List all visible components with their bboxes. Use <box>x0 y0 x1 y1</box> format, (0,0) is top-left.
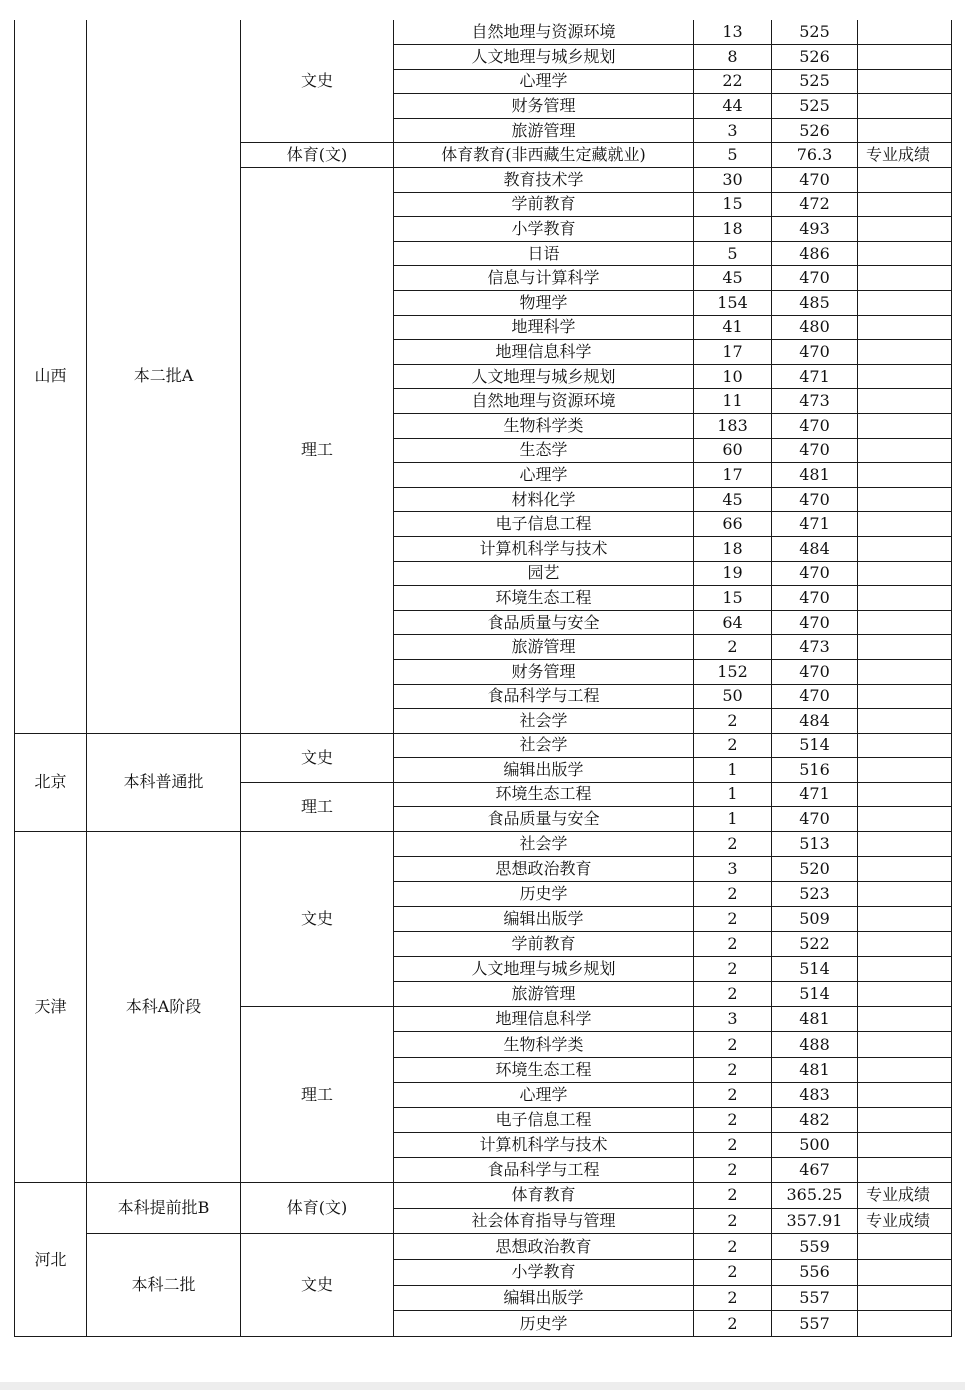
major-cell: 人文地理与城乡规划 <box>394 45 694 70</box>
note-cell: 专业成绩 <box>858 143 952 168</box>
min-score-cell: 526 <box>772 118 858 143</box>
note-cell <box>858 635 952 660</box>
major-cell: 电子信息工程 <box>394 1107 694 1132</box>
major-cell: 心理学 <box>394 463 694 488</box>
min-score-cell: 525 <box>772 20 858 45</box>
major-cell: 食品科学与工程 <box>394 1157 694 1182</box>
major-cell: 食品科学与工程 <box>394 684 694 709</box>
category-cell: 文史 <box>241 20 394 143</box>
category-cell: 理工 <box>241 1007 394 1183</box>
major-cell: 园艺 <box>394 561 694 586</box>
note-cell <box>858 982 952 1007</box>
note-cell <box>858 291 952 316</box>
plan-count-cell: 5 <box>694 143 772 168</box>
min-score-cell: 500 <box>772 1132 858 1157</box>
table-row <box>15 1234 952 1260</box>
category-cell: 体育(文) <box>241 143 394 168</box>
plan-count-cell: 22 <box>694 69 772 94</box>
major-cell: 人文地理与城乡规划 <box>394 364 694 389</box>
province-cell: 北京 <box>15 733 87 831</box>
note-cell <box>858 610 952 635</box>
major-cell: 思想政治教育 <box>394 856 694 881</box>
note-cell <box>858 1132 952 1157</box>
min-score-cell: 523 <box>772 881 858 906</box>
plan-count-cell: 2 <box>694 1183 772 1209</box>
min-score-cell: 467 <box>772 1157 858 1182</box>
plan-count-cell: 2 <box>694 635 772 660</box>
plan-count-cell: 2 <box>694 1107 772 1132</box>
plan-count-cell: 2 <box>694 982 772 1007</box>
min-score-cell: 470 <box>772 487 858 512</box>
plan-count-cell: 2 <box>694 1032 772 1057</box>
note-cell <box>858 1107 952 1132</box>
min-score-cell: 473 <box>772 389 858 414</box>
min-score-cell: 493 <box>772 217 858 242</box>
note-cell <box>858 118 952 143</box>
note-cell <box>858 856 952 881</box>
note-cell <box>858 1082 952 1107</box>
min-score-cell: 486 <box>772 241 858 266</box>
note-cell <box>858 512 952 537</box>
min-score-cell: 470 <box>772 266 858 291</box>
plan-count-cell: 2 <box>694 1234 772 1260</box>
major-cell: 学前教育 <box>394 932 694 957</box>
plan-count-cell: 1 <box>694 807 772 832</box>
note-cell <box>858 340 952 365</box>
min-score-cell: 76.3 <box>772 143 858 168</box>
major-cell: 电子信息工程 <box>394 512 694 537</box>
note-cell <box>858 561 952 586</box>
major-cell: 思想政治教育 <box>394 1234 694 1260</box>
bottom-scroll-band <box>0 1382 965 1390</box>
min-score-cell: 481 <box>772 463 858 488</box>
plan-count-cell: 44 <box>694 94 772 119</box>
min-score-cell: 556 <box>772 1260 858 1286</box>
note-cell: 专业成绩 <box>858 1208 952 1234</box>
min-score-cell: 525 <box>772 94 858 119</box>
min-score-cell: 471 <box>772 512 858 537</box>
plan-count-cell: 2 <box>694 957 772 982</box>
min-score-cell: 484 <box>772 709 858 734</box>
plan-count-cell: 45 <box>694 266 772 291</box>
note-cell <box>858 1032 952 1057</box>
min-score-cell: 525 <box>772 69 858 94</box>
major-cell: 旅游管理 <box>394 118 694 143</box>
note-cell <box>858 315 952 340</box>
plan-count-cell: 1 <box>694 782 772 807</box>
table-body <box>15 20 952 1337</box>
major-cell: 财务管理 <box>394 659 694 684</box>
min-score-cell: 526 <box>772 45 858 70</box>
category-cell: 理工 <box>241 782 394 831</box>
plan-count-cell: 2 <box>694 709 772 734</box>
note-cell <box>858 881 952 906</box>
major-cell: 环境生态工程 <box>394 1057 694 1082</box>
note-cell <box>858 831 952 856</box>
note-cell <box>858 168 952 193</box>
category-cell: 文史 <box>241 831 394 1007</box>
major-cell: 人文地理与城乡规划 <box>394 957 694 982</box>
min-score-cell: 557 <box>772 1311 858 1337</box>
plan-count-cell: 17 <box>694 463 772 488</box>
min-score-cell: 484 <box>772 536 858 561</box>
min-score-cell: 513 <box>772 831 858 856</box>
note-cell <box>858 487 952 512</box>
note-cell <box>858 1285 952 1311</box>
plan-count-cell: 2 <box>694 932 772 957</box>
major-cell: 心理学 <box>394 69 694 94</box>
min-score-cell: 559 <box>772 1234 858 1260</box>
batch-cell: 本二批A <box>87 20 241 733</box>
min-score-cell: 471 <box>772 782 858 807</box>
note-cell <box>858 536 952 561</box>
note-cell <box>858 1057 952 1082</box>
major-cell: 生物科学类 <box>394 1032 694 1057</box>
major-cell: 计算机科学与技术 <box>394 536 694 561</box>
note-cell <box>858 1157 952 1182</box>
major-cell: 环境生态工程 <box>394 586 694 611</box>
note-cell <box>858 463 952 488</box>
plan-count-cell: 2 <box>694 831 772 856</box>
table-row <box>15 1183 952 1209</box>
note-cell <box>858 709 952 734</box>
min-score-cell: 481 <box>772 1057 858 1082</box>
plan-count-cell: 183 <box>694 414 772 439</box>
note-cell <box>858 807 952 832</box>
min-score-cell: 488 <box>772 1032 858 1057</box>
min-score-cell: 472 <box>772 192 858 217</box>
admission-score-table <box>14 20 952 1337</box>
note-cell <box>858 364 952 389</box>
min-score-cell: 470 <box>772 659 858 684</box>
plan-count-cell: 13 <box>694 20 772 45</box>
province-cell: 山西 <box>15 20 87 733</box>
major-cell: 旅游管理 <box>394 635 694 660</box>
note-cell <box>858 20 952 45</box>
note-cell <box>858 733 952 758</box>
min-score-cell: 522 <box>772 932 858 957</box>
min-score-cell: 514 <box>772 733 858 758</box>
major-cell: 食品质量与安全 <box>394 610 694 635</box>
plan-count-cell: 2 <box>694 1208 772 1234</box>
major-cell: 物理学 <box>394 291 694 316</box>
note-cell <box>858 1260 952 1286</box>
plan-count-cell: 41 <box>694 315 772 340</box>
min-score-cell: 470 <box>772 610 858 635</box>
plan-count-cell: 64 <box>694 610 772 635</box>
note-cell <box>858 94 952 119</box>
major-cell: 生态学 <box>394 438 694 463</box>
table-row <box>15 733 952 758</box>
min-score-cell: 509 <box>772 907 858 932</box>
major-cell: 社会学 <box>394 733 694 758</box>
note-cell <box>858 266 952 291</box>
major-cell: 历史学 <box>394 881 694 906</box>
major-cell: 编辑出版学 <box>394 1285 694 1311</box>
category-cell: 理工 <box>241 168 394 734</box>
table-row <box>15 831 952 856</box>
major-cell: 历史学 <box>394 1311 694 1337</box>
major-cell: 生物科学类 <box>394 414 694 439</box>
plan-count-cell: 152 <box>694 659 772 684</box>
note-cell <box>858 1007 952 1032</box>
plan-count-cell: 2 <box>694 1082 772 1107</box>
plan-count-cell: 154 <box>694 291 772 316</box>
major-cell: 社会学 <box>394 709 694 734</box>
min-score-cell: 470 <box>772 586 858 611</box>
min-score-cell: 557 <box>772 1285 858 1311</box>
major-cell: 食品质量与安全 <box>394 807 694 832</box>
plan-count-cell: 2 <box>694 1057 772 1082</box>
plan-count-cell: 18 <box>694 217 772 242</box>
note-cell <box>858 69 952 94</box>
major-cell: 教育技术学 <box>394 168 694 193</box>
plan-count-cell: 45 <box>694 487 772 512</box>
min-score-cell: 470 <box>772 168 858 193</box>
plan-count-cell: 3 <box>694 1007 772 1032</box>
note-cell <box>858 1234 952 1260</box>
major-cell: 小学教育 <box>394 217 694 242</box>
major-cell: 地理信息科学 <box>394 340 694 365</box>
min-score-cell: 470 <box>772 807 858 832</box>
major-cell: 编辑出版学 <box>394 907 694 932</box>
note-cell <box>858 586 952 611</box>
major-cell: 日语 <box>394 241 694 266</box>
major-cell: 编辑出版学 <box>394 758 694 783</box>
note-cell <box>858 438 952 463</box>
min-score-cell: 473 <box>772 635 858 660</box>
min-score-cell: 482 <box>772 1107 858 1132</box>
plan-count-cell: 19 <box>694 561 772 586</box>
note-cell <box>858 389 952 414</box>
batch-cell: 本科A阶段 <box>87 831 241 1182</box>
plan-count-cell: 2 <box>694 1132 772 1157</box>
plan-count-cell: 15 <box>694 586 772 611</box>
plan-count-cell: 66 <box>694 512 772 537</box>
major-cell: 体育教育(非西藏生定藏就业) <box>394 143 694 168</box>
note-cell <box>858 241 952 266</box>
min-score-cell: 514 <box>772 957 858 982</box>
min-score-cell: 481 <box>772 1007 858 1032</box>
batch-cell: 本科二批 <box>87 1234 241 1337</box>
min-score-cell: 357.91 <box>772 1208 858 1234</box>
plan-count-cell: 3 <box>694 118 772 143</box>
min-score-cell: 520 <box>772 856 858 881</box>
plan-count-cell: 2 <box>694 733 772 758</box>
plan-count-cell: 17 <box>694 340 772 365</box>
plan-count-cell: 11 <box>694 389 772 414</box>
min-score-cell: 470 <box>772 438 858 463</box>
note-cell <box>858 217 952 242</box>
plan-count-cell: 15 <box>694 192 772 217</box>
min-score-cell: 471 <box>772 364 858 389</box>
plan-count-cell: 8 <box>694 45 772 70</box>
min-score-cell: 470 <box>772 684 858 709</box>
major-cell: 小学教育 <box>394 1260 694 1286</box>
min-score-cell: 480 <box>772 315 858 340</box>
plan-count-cell: 1 <box>694 758 772 783</box>
note-cell <box>858 932 952 957</box>
min-score-cell: 516 <box>772 758 858 783</box>
plan-count-cell: 2 <box>694 1260 772 1286</box>
plan-count-cell: 2 <box>694 1285 772 1311</box>
note-cell <box>858 414 952 439</box>
major-cell: 社会体育指导与管理 <box>394 1208 694 1234</box>
plan-count-cell: 18 <box>694 536 772 561</box>
plan-count-cell: 3 <box>694 856 772 881</box>
major-cell: 学前教育 <box>394 192 694 217</box>
plan-count-cell: 2 <box>694 1311 772 1337</box>
min-score-cell: 365.25 <box>772 1183 858 1209</box>
major-cell: 信息与计算科学 <box>394 266 694 291</box>
min-score-cell: 470 <box>772 414 858 439</box>
min-score-cell: 470 <box>772 340 858 365</box>
major-cell: 自然地理与资源环境 <box>394 20 694 45</box>
major-cell: 社会学 <box>394 831 694 856</box>
table-row <box>15 20 952 45</box>
note-cell <box>858 684 952 709</box>
note-cell: 专业成绩 <box>858 1183 952 1209</box>
plan-count-cell: 30 <box>694 168 772 193</box>
note-cell <box>858 758 952 783</box>
batch-cell: 本科普通批 <box>87 733 241 831</box>
plan-count-cell: 60 <box>694 438 772 463</box>
plan-count-cell: 2 <box>694 907 772 932</box>
min-score-cell: 483 <box>772 1082 858 1107</box>
major-cell: 自然地理与资源环境 <box>394 389 694 414</box>
category-cell: 文史 <box>241 733 394 782</box>
note-cell <box>858 659 952 684</box>
major-cell: 体育教育 <box>394 1183 694 1209</box>
plan-count-cell: 5 <box>694 241 772 266</box>
major-cell: 材料化学 <box>394 487 694 512</box>
category-cell: 体育(文) <box>241 1183 394 1234</box>
min-score-cell: 470 <box>772 561 858 586</box>
plan-count-cell: 2 <box>694 881 772 906</box>
major-cell: 旅游管理 <box>394 982 694 1007</box>
major-cell: 环境生态工程 <box>394 782 694 807</box>
major-cell: 地理信息科学 <box>394 1007 694 1032</box>
plan-count-cell: 10 <box>694 364 772 389</box>
batch-cell: 本科提前批B <box>87 1183 241 1234</box>
plan-count-cell: 2 <box>694 1157 772 1182</box>
category-cell: 文史 <box>241 1234 394 1337</box>
note-cell <box>858 907 952 932</box>
plan-count-cell: 50 <box>694 684 772 709</box>
province-cell: 天津 <box>15 831 87 1182</box>
note-cell <box>858 192 952 217</box>
min-score-cell: 514 <box>772 982 858 1007</box>
major-cell: 地理科学 <box>394 315 694 340</box>
province-cell: 河北 <box>15 1183 87 1337</box>
major-cell: 财务管理 <box>394 94 694 119</box>
note-cell <box>858 1311 952 1337</box>
note-cell <box>858 45 952 70</box>
note-cell <box>858 782 952 807</box>
major-cell: 心理学 <box>394 1082 694 1107</box>
major-cell: 计算机科学与技术 <box>394 1132 694 1157</box>
note-cell <box>858 957 952 982</box>
min-score-cell: 485 <box>772 291 858 316</box>
